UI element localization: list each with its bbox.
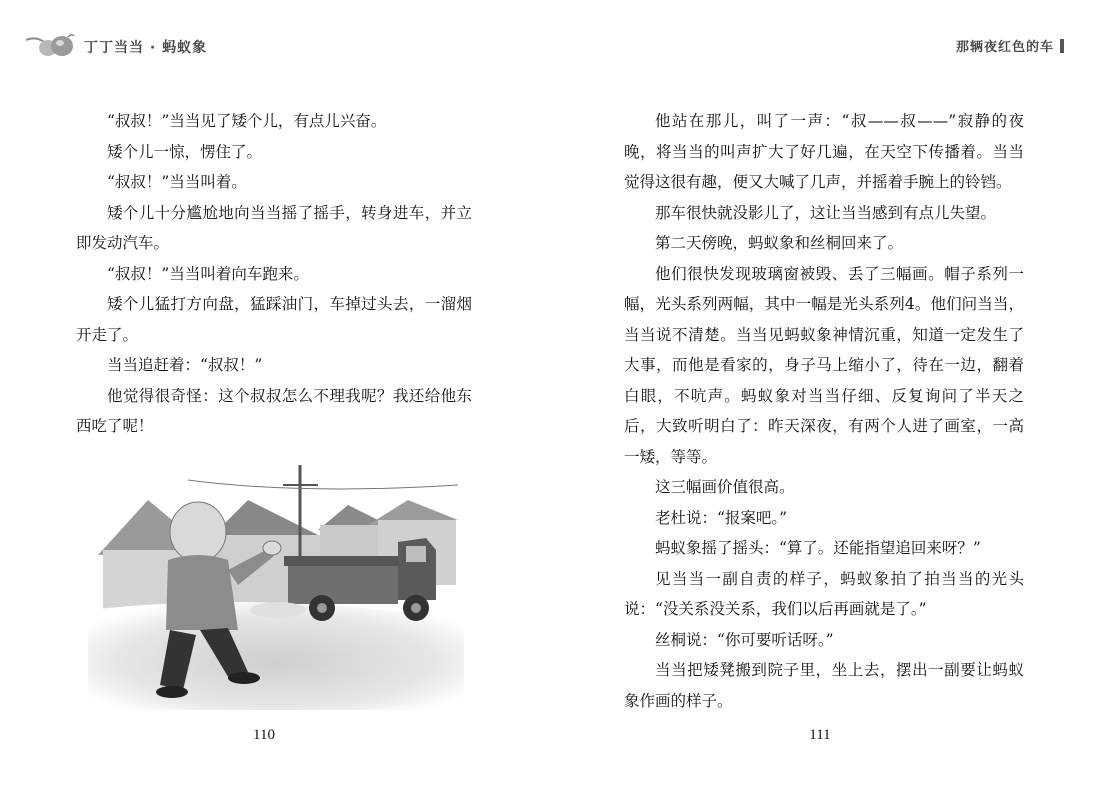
paragraph: 蚂蚁象摇了摇头：“算了。还能指望追回来呀？”	[655, 539, 981, 557]
paragraph: “叔叔！”当当叫着向车跑来。	[107, 264, 309, 283]
book-title: 丁丁当当 · 蚂蚁象	[84, 40, 208, 56]
paragraph: 他们很快发现玻璃窗被毁、丢了三幅画。帽子系列一幅，光头系列两幅，其中一幅是光头系列4。他们问当当，当当说不清楚。当当见蚂蚁象神情沉重，知道一定发生了大事，而他是看家的，身子马上缩小了，待在一边，翻着白眼，不吭声。蚂蚁象对当当仔细、反复询问了半天之后，大致听明白了：昨天深夜，有两个人进了画室，一高一矮，等等。	[624, 264, 1024, 466]
left-page-text	[76, 106, 472, 442]
paragraph: 那车很快就没影儿了，这让当当感到有点儿失望。	[655, 203, 997, 222]
paragraph: 他站在那儿，叫了一声：“叔——叔——”寂静的夜晚，将当当的叫声扩大了好几遍，在天空下传播着。当当觉得这很有趣，便又大喊了几声，并摇着手腕上的铃铛。	[624, 112, 1024, 191]
paragraph: 见当当一副自责的样子，蚂蚁象拍了拍当当的光头说：“没关系没关系，我们以后再画就是了。”	[624, 569, 1024, 618]
running-header-right	[956, 36, 1064, 55]
paragraph: 他觉得很奇怪：这个叔叔怎么不理我呢？我还给他东西吃了呢！	[76, 386, 472, 435]
page-number: 110	[253, 727, 275, 743]
gourd-logo-icon	[24, 30, 76, 64]
paragraph: 当当追赶着：“叔叔！”	[107, 356, 263, 374]
paragraph: 当当把矮凳搬到院子里，坐上去，摆出一副要让蚂蚁象作画的样子。	[624, 661, 1024, 710]
paragraph: 矮个儿一惊，愣住了。	[107, 142, 263, 161]
right-page-text	[624, 106, 1024, 716]
running-header-left	[24, 30, 207, 64]
page-number: 111	[809, 727, 831, 743]
paragraph: 丝桐说：“你可要听话呀。”	[655, 630, 834, 649]
paragraph: 这三幅画价值很高。	[655, 478, 795, 496]
right-page	[548, 0, 1096, 786]
pencil-illustration	[88, 460, 464, 710]
paragraph: 矮个儿十分尴尬地向当当摇了摇手，转身进车，并立即发动汽车。	[76, 203, 472, 252]
paragraph: 老杜说：“报案吧。”	[655, 508, 788, 527]
paragraph: “叔叔！”当当见了矮个儿，有点儿兴奋。	[107, 112, 387, 130]
chapter-title: 那辆夜红色的车	[955, 40, 1054, 55]
paragraph: 第二天傍晚，蚂蚁象和丝桐回来了。	[655, 234, 904, 252]
paragraph: 矮个儿猛打方向盘，猛踩油门，车掉过头去，一溜烟开走了。	[76, 295, 472, 344]
paragraph: “叔叔！”当当叫着。	[107, 173, 247, 191]
header-bar-icon	[1060, 39, 1064, 53]
